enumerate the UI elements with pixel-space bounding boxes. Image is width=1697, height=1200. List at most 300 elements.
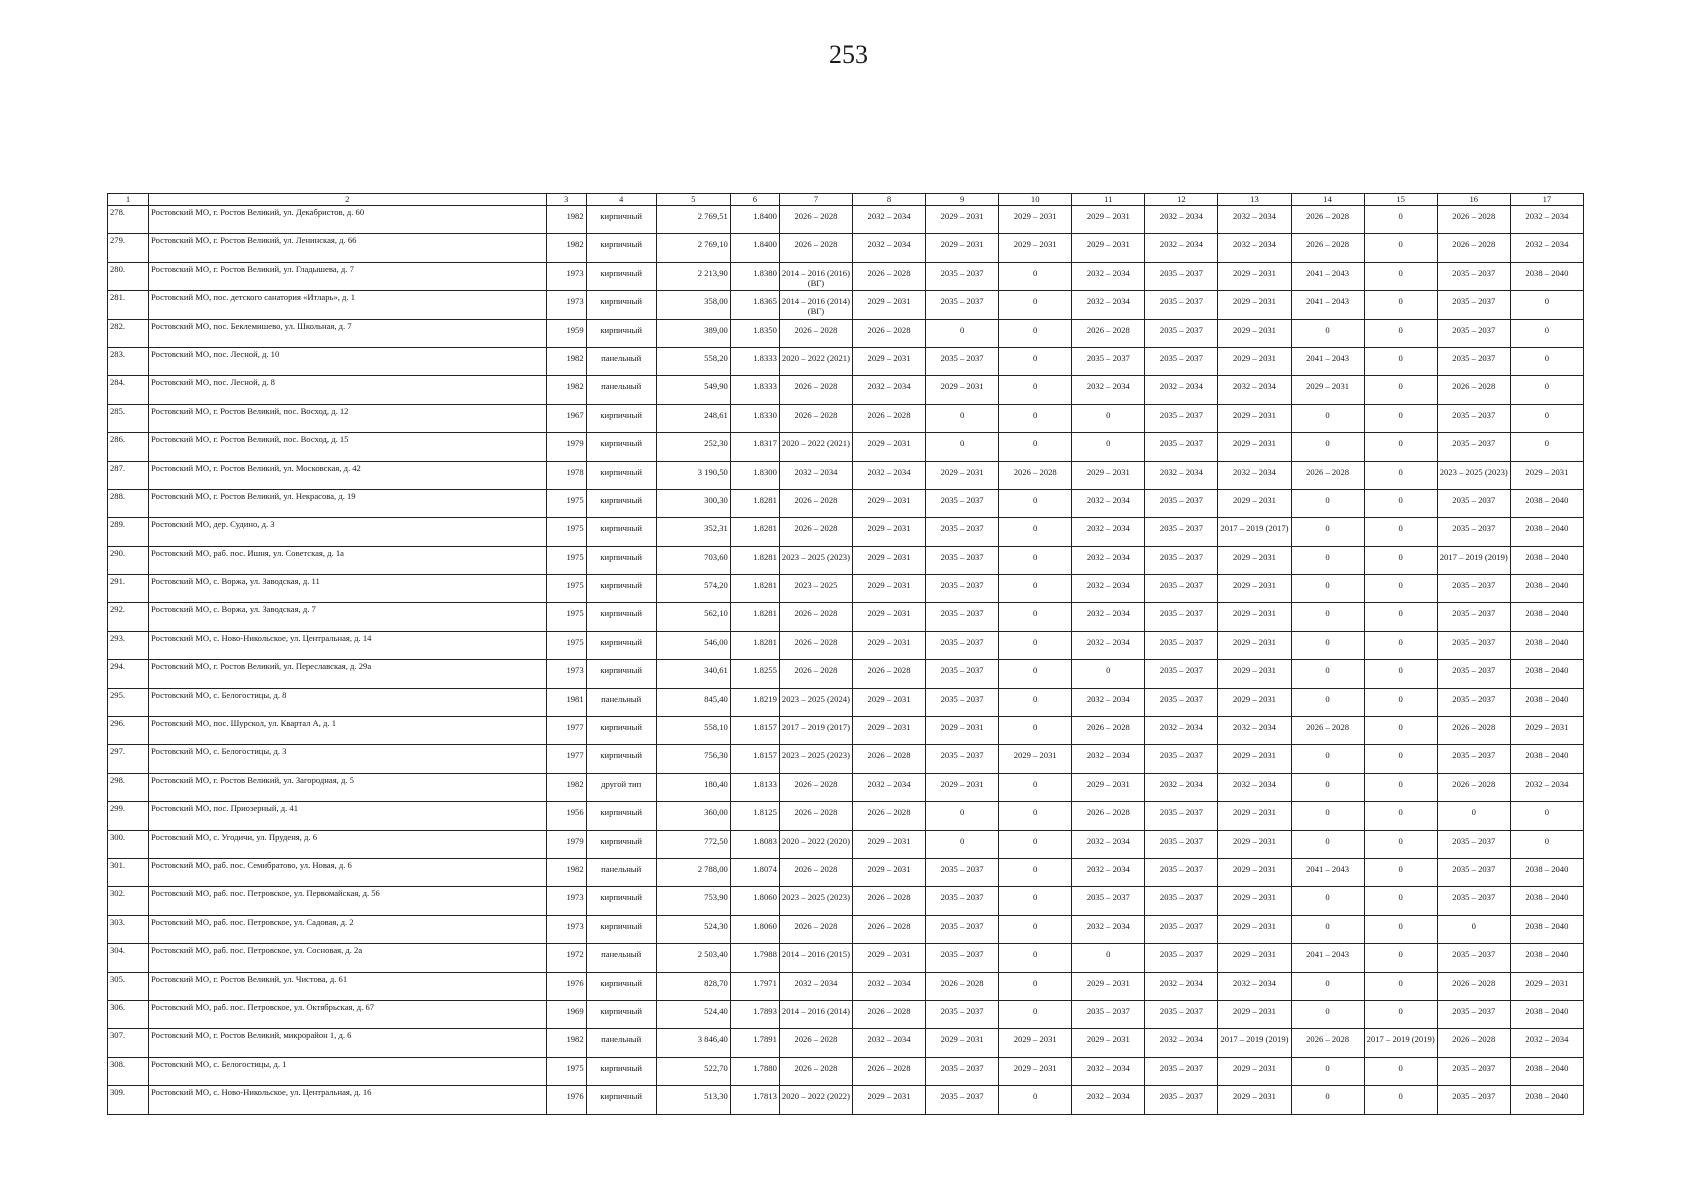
cell-value: 2035 – 2037 [1159,949,1203,960]
year-cell [546,887,586,915]
year-cell [546,319,586,347]
coefficient-cell [730,518,779,546]
work-period-cell [1364,347,1437,375]
cell-value: 1975 [566,636,584,647]
work-period-cell [1510,575,1583,603]
cell-value: 1978 [566,466,584,477]
cell-value: 2038 – 2040 [1525,693,1569,704]
cell-value: 2035 – 2037 [940,580,984,591]
work-period-cell [926,972,999,1000]
work-period-cell [779,575,852,603]
address-cell [149,489,547,517]
work-period-cell [779,745,852,773]
cell-value: 1.7813 [753,1091,777,1102]
row-number-cell [108,575,149,603]
work-period-cell [999,717,1072,745]
cell-value: 2029 – 2031 [1233,409,1276,420]
cell-value: 2029 – 2031 [1233,835,1276,846]
address-cell [149,631,547,659]
work-period-cell [1218,575,1291,603]
work-period-cell [852,802,925,830]
cell-value: 2035 – 2037 [1452,523,1496,534]
coefficient-cell [730,262,779,290]
cell-value: 2035 – 2037 [940,693,984,704]
cell-value: 2026 – 2028 [1306,239,1350,250]
cell-value: 2026 – 2028 [794,324,838,335]
work-period-cell [779,660,852,688]
cell-value: 2032 – 2034 [867,239,911,250]
cell-value: 301. [110,859,126,870]
cell-value: 1959 [566,324,584,335]
cell-value: 1967 [566,409,584,420]
work-period-cell [1145,631,1218,659]
cell-value: 1.8281 [753,636,777,647]
cell-value: 1976 [566,1091,584,1102]
work-period-cell [1218,546,1291,574]
cell-value: 2029 – 2031 [1233,352,1276,363]
cell-value: 2026 – 2028 [794,636,838,647]
year-cell [546,717,586,745]
cell-value: 1.8157 [753,750,777,761]
cell-value: Ростовский МО, раб. пос. Ишня, ул. Советская, д. 1а [151,547,344,558]
cell-value: 2026 – 2028 [1086,807,1130,818]
cell-value: 2026 – 2028 [867,920,911,931]
cell-value: 0 [1106,665,1111,676]
column-number-header: 12 [1145,194,1218,206]
cell-value: 2026 – 2028 [940,977,984,988]
table-row [108,688,1584,716]
work-period-cell [1291,1086,1364,1114]
work-period-cell [1291,1000,1364,1028]
cell-value: 0 [1398,977,1403,988]
cell-value: Ростовский МО, пос. детского санатория «Итларь», д. 1 [151,292,356,303]
work-period-cell [1364,461,1437,489]
row-number-cell [108,1057,149,1085]
work-period-cell [779,915,852,943]
work-period-cell [1510,802,1583,830]
cell-value: 2026 – 2028 [794,1062,838,1073]
cell-value: 0 [1325,1005,1330,1016]
work-period-cell [999,347,1072,375]
cell-value: 2032 – 2034 [1159,977,1203,988]
cell-value: 2023 – 2025 [794,580,838,591]
table-row [108,206,1584,234]
cell-value: 2032 – 2034 [1086,835,1130,846]
wall-material-cell [586,1029,656,1057]
cell-value: 2035 – 2037 [940,920,984,931]
cell-value: 0 [1033,778,1038,789]
row-number-cell [108,433,149,461]
work-period-cell [1510,347,1583,375]
work-period-cell [1364,887,1437,915]
cell-value: 0 [1033,608,1038,619]
work-period-cell [779,858,852,886]
cell-value: 2029 – 2031 [1233,665,1276,676]
column-number-header: 4 [586,194,656,206]
cell-value: 2029 – 2031 [1233,807,1276,818]
cell-value: 3 190,50 [697,466,728,477]
row-number-cell [108,660,149,688]
row-number-cell [108,404,149,432]
work-period-cell [1437,319,1510,347]
work-period-cell [1291,206,1364,234]
year-cell [546,347,586,375]
wall-material-cell [586,631,656,659]
cell-value: 2038 – 2040 [1525,1062,1569,1073]
work-period-cell [779,404,852,432]
work-period-cell [1145,546,1218,574]
cell-value: 2029 – 2031 [940,466,984,477]
work-period-cell [926,745,999,773]
work-period-cell [999,546,1072,574]
work-period-cell [1291,830,1364,858]
wall-material-cell [586,347,656,375]
cell-value: 2032 – 2034 [794,466,838,477]
work-period-cell [1364,376,1437,404]
cell-value: 1.8083 [753,835,777,846]
work-period-cell [1437,291,1510,319]
column-number-header: 14 [1291,194,1364,206]
cell-value: Ростовский МО, раб. пос. Петровское, ул. Октябрьская, д. 67 [151,1001,375,1012]
cell-value: 280. [110,263,126,274]
address-cell [149,291,547,319]
work-period-cell [1510,688,1583,716]
cell-value: 302. [110,888,126,899]
work-period-cell [1072,773,1145,801]
work-period-cell [1145,291,1218,319]
cell-value: 0 [1398,296,1403,307]
work-period-cell [926,1057,999,1085]
work-period-cell [1291,546,1364,574]
coefficient-cell [730,546,779,574]
cell-value: панельный [601,863,642,874]
address-cell [149,858,547,886]
wall-material-cell [586,319,656,347]
cell-value: Ростовский МО, раб. пос. Петровское, ул. Садовая, д. 2 [151,916,354,927]
cell-value: 828,70 [704,977,728,988]
cell-value: кирпичный [600,1005,642,1016]
cell-value: 299. [110,803,126,814]
cell-value: 1973 [566,920,584,931]
work-period-cell [1072,262,1145,290]
address-cell [149,887,547,915]
work-period-cell [1437,887,1510,915]
year-cell [546,291,586,319]
cell-value: 513,30 [704,1091,728,1102]
work-period-cell [1437,1029,1510,1057]
cell-value: 1982 [566,863,584,874]
cell-value: 2029 – 2031 [940,722,984,733]
area-cell [656,347,730,375]
work-period-cell [999,291,1072,319]
cell-value: 549,90 [704,381,728,392]
work-period-cell [1364,944,1437,972]
work-period-cell [1291,347,1364,375]
work-period-cell [1291,575,1364,603]
work-period-cell [999,206,1072,234]
cell-value: 2026 – 2028 [1452,239,1496,250]
cell-value: Ростовский МО, с. Ново-Никольское, ул. Центральная, д. 14 [151,632,372,643]
cell-value: Ростовский МО, с. Угодичи, ул. Пруденя, д. 6 [151,831,318,842]
work-period-cell [1291,773,1364,801]
year-cell [546,433,586,461]
work-period-cell [1437,376,1510,404]
area-cell [656,1029,730,1057]
cell-value: 2038 – 2040 [1525,949,1569,960]
table-row [108,234,1584,262]
cell-value: 0 [1325,1091,1330,1102]
year-cell [546,944,586,972]
cell-value: 2035 – 2037 [1086,352,1130,363]
year-cell [546,773,586,801]
work-period-cell [1145,518,1218,546]
work-period-cell [852,1000,925,1028]
cell-value: 2029 – 2031 [1233,892,1276,903]
cell-value: 2029 – 2031 [1233,438,1276,449]
wall-material-cell [586,433,656,461]
cell-value: 2032 – 2034 [1086,920,1130,931]
coefficient-cell [730,1029,779,1057]
work-period-cell [779,773,852,801]
cell-value: 2032 – 2034 [867,1034,911,1045]
cell-value: 2029 – 2031 [940,381,984,392]
cell-value: кирпичный [600,523,642,534]
cell-value: 2026 – 2028 [794,409,838,420]
cell-value: 2035 – 2037 [1159,438,1203,449]
wall-material-cell [586,745,656,773]
coefficient-cell [730,319,779,347]
work-period-cell [1364,858,1437,886]
work-period-cell [1437,234,1510,262]
row-number-cell [108,291,149,319]
work-period-cell [1510,631,1583,659]
cell-value: 0 [1398,324,1403,335]
work-period-cell [1364,1086,1437,1114]
table-row [108,944,1584,972]
work-period-cell [1145,660,1218,688]
row-number-cell [108,773,149,801]
table-row [108,376,1584,404]
cell-value: 2038 – 2040 [1525,551,1569,562]
cell-value: 288. [110,490,126,501]
coefficient-cell [730,830,779,858]
cell-value: 0 [1325,580,1330,591]
cell-value: 0 [1325,892,1330,903]
coefficient-cell [730,773,779,801]
cell-value: Ростовский МО, г. Ростов Великий, пос. Восход, д. 12 [151,405,349,416]
row-number-cell [108,717,149,745]
cell-value: 2035 – 2037 [940,494,984,505]
cell-value: 1.8074 [753,863,777,874]
work-period-cell [779,1029,852,1057]
cell-value: кирпичный [600,977,642,988]
cell-value: 2020 – 2022 (2021) [781,352,850,363]
work-period-cell [999,830,1072,858]
work-period-cell [779,887,852,915]
year-cell [546,518,586,546]
coefficient-cell [730,802,779,830]
cell-value: 2029 – 2031 [1233,636,1276,647]
cell-value: 0 [1398,722,1403,733]
cell-value: 2029 – 2031 [867,608,911,619]
work-period-cell [1510,262,1583,290]
work-period-cell [1218,1086,1291,1114]
address-cell [149,319,547,347]
cell-value: 0 [1033,693,1038,704]
cell-value: 305. [110,973,126,984]
cell-value: 0 [1325,494,1330,505]
work-period-cell [779,830,852,858]
work-period-cell [1072,546,1145,574]
work-period-cell [1437,518,1510,546]
cell-value: 1.8300 [753,466,777,477]
work-period-cell [926,433,999,461]
cell-value: 360,00 [704,807,728,818]
work-period-cell [1291,291,1364,319]
cell-value: Ростовский МО, пос. Беклемишево, ул. Школьная, д. 7 [151,320,352,331]
cell-value: 0 [1033,381,1038,392]
work-period-cell [1437,347,1510,375]
work-period-cell [1072,489,1145,517]
cell-value: 2035 – 2037 [1159,523,1203,534]
work-period-cell [1218,489,1291,517]
work-period-cell [1218,830,1291,858]
cell-value: панельный [601,693,642,704]
cell-value: 1972 [566,949,584,960]
address-cell [149,688,547,716]
cell-value: Ростовский МО, пос. Лесной, д. 8 [151,377,275,388]
row-number-cell [108,489,149,517]
address-cell [149,745,547,773]
cell-value: 2029 – 2031 [867,523,911,534]
cell-value: 1.8060 [753,920,777,931]
work-period-cell [852,546,925,574]
cell-value: 3 846,40 [697,1034,728,1045]
work-period-cell [1364,1057,1437,1085]
cell-value: 0 [1398,778,1403,789]
cell-value: панельный [601,1034,642,1045]
cell-value: 2023 – 2025 (2023) [781,750,850,761]
cell-value: 2017 – 2019 (2019) [1366,1034,1435,1045]
work-period-cell [1437,603,1510,631]
work-period-cell [926,603,999,631]
cell-value: 522,70 [704,1062,728,1073]
cell-value: 2023 – 2025 (2024) [781,693,850,704]
work-period-cell [926,518,999,546]
area-cell [656,858,730,886]
cell-value: 2035 – 2037 [1159,693,1203,704]
cell-value: 2035 – 2037 [1159,892,1203,903]
work-period-cell [999,489,1072,517]
cell-value: 2029 – 2031 [867,580,911,591]
cell-value: 303. [110,916,126,927]
cell-value: 1.8255 [753,665,777,676]
cell-value: 2029 – 2031 [1013,211,1057,221]
cell-value: 2029 – 2031 [1525,466,1569,477]
table-row [108,518,1584,546]
coefficient-cell [730,404,779,432]
cell-value: 1979 [566,438,584,449]
work-period-cell [1072,802,1145,830]
cell-value: 2032 – 2034 [1086,863,1130,874]
work-period-cell [1437,461,1510,489]
row-number-cell [108,603,149,631]
work-period-cell [779,717,852,745]
area-cell [656,1057,730,1085]
work-period-cell [852,376,925,404]
cell-value: 2029 – 2031 [867,693,911,704]
cell-value: 2026 – 2028 [794,863,838,874]
cell-value: 1.8333 [753,381,777,392]
work-period-cell [779,802,852,830]
cell-value: 2041 – 2043 [1306,352,1350,363]
cell-value: 2017 – 2019 (2017) [781,722,850,733]
year-cell [546,1029,586,1057]
work-period-cell [779,631,852,659]
cell-value: Ростовский МО, дер. Судино, д. 3 [151,519,275,530]
area-cell [656,518,730,546]
work-period-cell [1510,234,1583,262]
cell-value: 2041 – 2043 [1306,949,1350,960]
work-period-cell [779,376,852,404]
address-cell [149,461,547,489]
cell-value: Ростовский МО, г. Ростов Великий, ул. Гладышева, д. 7 [151,263,354,274]
row-number-cell [108,972,149,1000]
cell-value: 1982 [566,239,584,250]
cell-value: 2035 – 2037 [940,551,984,562]
work-period-cell [1072,347,1145,375]
cell-value: 0 [1325,1062,1330,1073]
work-period-cell [1218,717,1291,745]
table-row [108,461,1584,489]
area-cell [656,773,730,801]
work-period-cell [852,262,925,290]
work-period-cell [1072,688,1145,716]
cell-value: 296. [110,718,126,729]
cell-value: 2035 – 2037 [1159,608,1203,619]
cell-value: 284. [110,377,126,388]
work-period-cell [999,575,1072,603]
row-number-cell [108,887,149,915]
cell-value: кирпичный [600,324,642,335]
cell-value: 0 [1033,494,1038,505]
cell-value: 2023 – 2025 (2023) [1439,466,1508,477]
cell-value: 298. [110,774,126,785]
coefficient-cell [730,745,779,773]
cell-value: 2032 – 2034 [867,466,911,477]
cell-value: 1.8281 [753,551,777,562]
column-number-header: 3 [546,194,586,206]
cell-value: 2035 – 2037 [1159,267,1203,278]
cell-value: 279. [110,235,126,246]
cell-value: Ростовский МО, раб. пос. Семибратово, ул. Новая, д. 6 [151,859,352,870]
cell-value: 2029 – 2031 [1233,693,1276,704]
work-period-cell [779,1000,852,1028]
work-period-cell [1291,688,1364,716]
cell-value: 756,30 [704,750,728,761]
address-cell [149,518,547,546]
cell-value: 1975 [566,551,584,562]
table-row [108,1086,1584,1114]
cell-value: 2026 – 2028 [794,1034,838,1045]
row-number-cell [108,944,149,972]
cell-value: Ростовский МО, раб. пос. Петровское, ул. Сосновая, д. 2а [151,945,363,956]
cell-value: 1.7988 [753,949,777,960]
cell-value: 2026 – 2028 [867,665,911,676]
cell-value: 2035 – 2037 [940,1062,984,1073]
coefficient-cell [730,575,779,603]
area-cell [656,575,730,603]
